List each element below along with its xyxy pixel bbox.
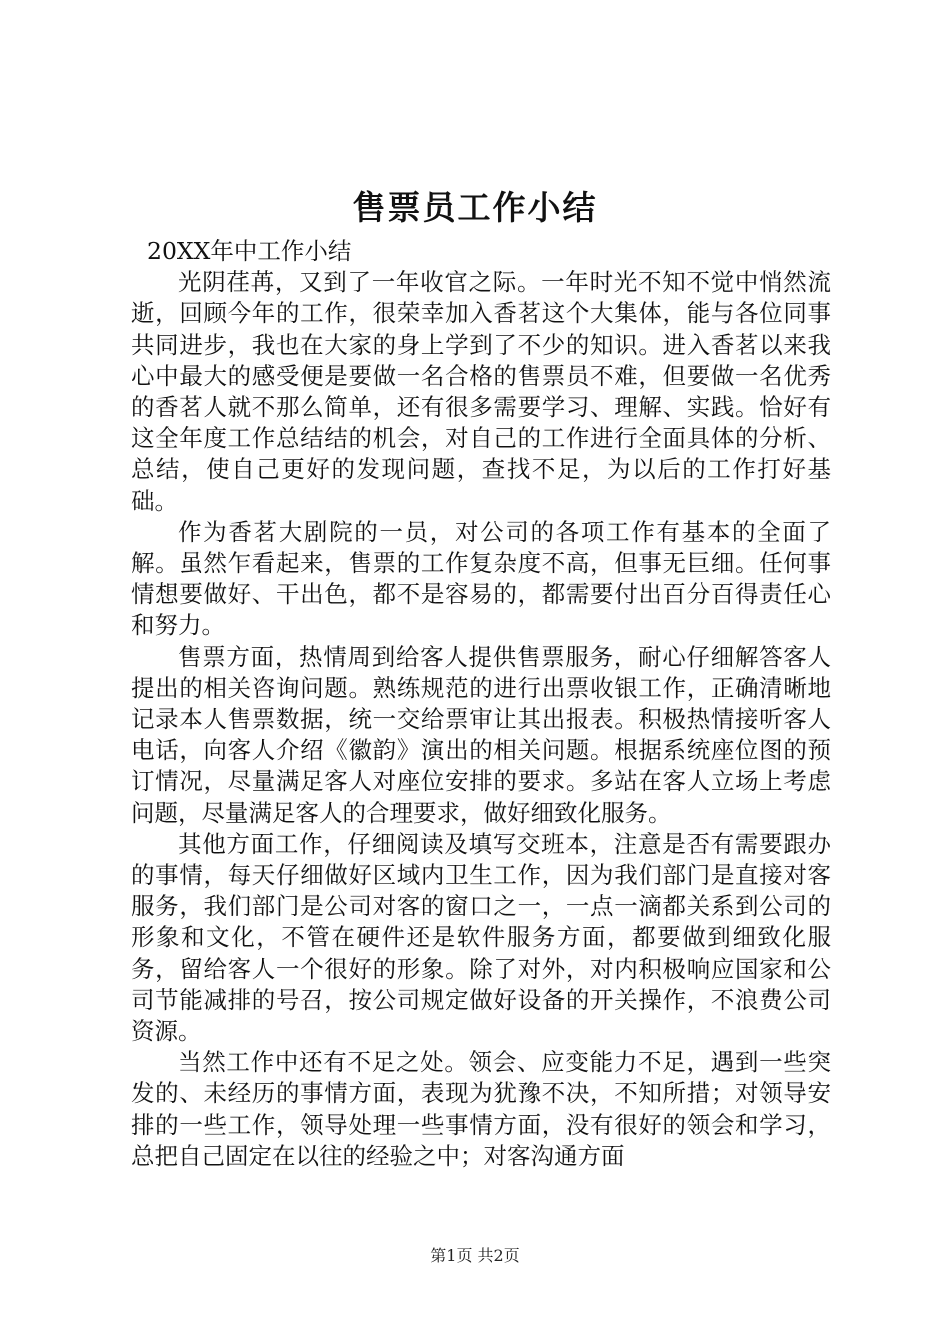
paragraph-2: 作为香茗大剧院的一员，对公司的各项工作有基本的全面了解。虽然乍看起来，售票的工作复杂度不高，但事无巨细。任何事情想要做好、干出色，都不是容易的，都需要付出百分百得责任心和努力。 [131,517,831,640]
paragraph-4: 其他方面工作，仔细阅读及填写交班本，注意是否有需要跟办的事情，每天仔细做好区域内卫生工作，因为我们部门是直接对客服务，我们部门是公司对客的窗口之一，一点一滴都关系到公司的形象和文化，不管在硬件还是软件服务方面，都要做到细致化服务，留给客人一个很好的形象。除了对外，对内积极响应国家和公司节能减排的号召，按公司规定做好设备的开关操作，不浪费公司资源。 [131,829,831,1046]
document-body [131,236,831,1172]
page-footer: 第1页 共2页 [430,1246,520,1265]
paragraph-1: 光阴荏苒，又到了一年收官之际。一年时光不知不觉中悄然流逝，回顾今年的工作，很荣幸加入香茗这个大集体，能与各位同事共同进步，我也在大家的身上学到了不少的知识。进入香茗以来我心中最大的感受便是要做一名合格的售票员不难，但要做一名优秀的香茗人就不那么简单，还有很多需要学习、理解、实践。恰好有这全年度工作总结结的机会，对自己的工作进行全面具体的分析、总结，使自己更好的发现问题，查找不足，为以后的工作打好基础。 [131,268,831,515]
document-subtitle: 20XX年中工作小结 [147,237,352,265]
paragraph-3: 售票方面，热情周到给客人提供售票服务，耐心仔细解答客人提出的相关咨询问题。熟练规范的进行出票收银工作，正确清晰地记录本人售票数据，统一交给票审让其出报表。积极热情接听客人电话，向客人介绍《徽韵》演出的相关问题。根据系统座位图的预订情况，尽量满足客人对座位安排的要求。多站在客人立场上考虑问题，尽量满足客人的合理要求，做好细致化服务。 [131,642,831,827]
document-title: 售票员工作小结 [352,188,598,227]
paragraph-5: 当然工作中还有不足之处。领会、应变能力不足，遇到一些突发的、未经历的事情方面，表现为犹豫不决，不知所措；对领导安排的一些工作，领导处理一些事情方面，没有很好的领会和学习，总把自己固定在以往的经验之中；对客沟通方面 [131,1048,831,1170]
